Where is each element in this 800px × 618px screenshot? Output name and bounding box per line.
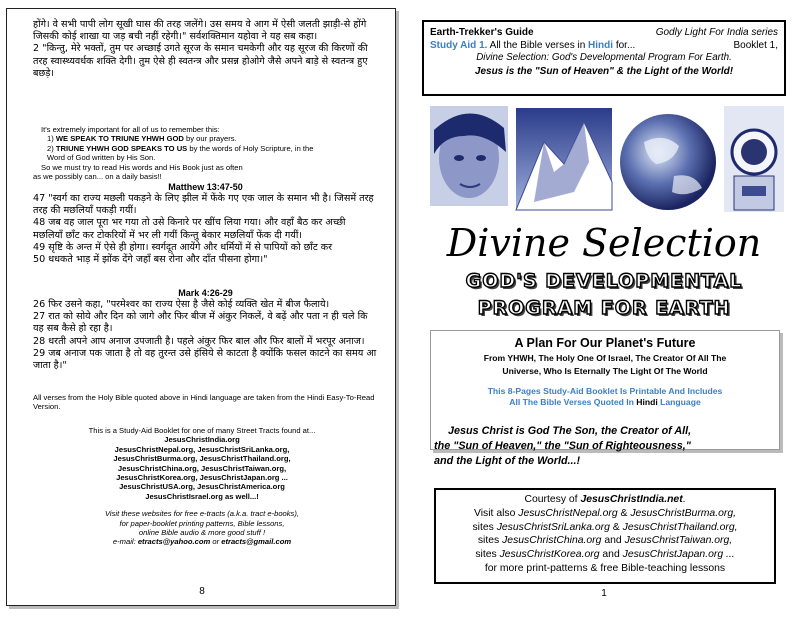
courtesy-box xyxy=(434,488,776,584)
courtesy-line: Visit also JesusChristNepal.org & JesusChristBurma.org, xyxy=(473,507,737,519)
site-link[interactable]: JesusChristKorea.org xyxy=(499,549,600,561)
site-link[interactable]: JesusChristIndia.net xyxy=(580,494,683,505)
important-line: as we possibly can... on a daily basis!! xyxy=(33,172,162,182)
photo-collage xyxy=(424,102,786,220)
verse: 27 रात को सोये और दिन को जागे और फिर बीज में अंकुर निकलें, वे बढ़ें और पता न ही चले कि यह सब कैसे हो रहा है। xyxy=(33,311,368,335)
site-line[interactable]: JesusChristNepal.org, JesusChristSriLanka.org, xyxy=(114,444,290,454)
plan-heading: A Plan For Our Planet's Future xyxy=(514,336,696,350)
verse: 48 जब वह जाल पूरा भर गया तो उसे किनारे पर खींच लिया गया। और वहाँ बैठ कर अच्छी मछलियाँ छाँट कर टोकरियों में भर ली गयीं किन्तु बेकार मछलियाँ फेंक दी गयीं। xyxy=(33,217,346,241)
site-line[interactable]: JesusChristKorea.org, JesusChristJapan.org ... xyxy=(116,473,288,483)
hindi-paragraph: होंगे। वे सभी पापी लोग सूखी घास की तरह जलेंगे। उस समय वे आग में ऐसी जलती झाड़ी-से होंगे जिसकी कोई शाखा या जड़ बची नहीं रहेगी।" सर्वशक्तिमान यहोवा ने यह सब कहा। xyxy=(33,19,367,43)
header-row xyxy=(430,26,778,39)
site-line[interactable]: JesusChristIndia.org xyxy=(164,435,240,445)
scripture-reference: Mark 4:26-29 xyxy=(178,288,233,298)
booklet-title: Divine Selection xyxy=(446,221,762,265)
hindi-paragraph: 2 "किन्तु, मेरे भक्तों, तुम पर अच्छाई उगते सूरज के समान चमकेगी और यह सूरज की किरणों की तरह स्वास्थ्यवर्धक शक्ति देगी। तुम ऐसे ही स्वतन्त्र और प्रसन्न होओगे जैसे अपने बाड़े से स्वतन्त्र हुए बछड़े। xyxy=(33,43,368,79)
translation-footnote: All verses from the Holy Bible quoted above in Hindi language are taken from the Hindi Easy-To-Read Version. xyxy=(33,393,375,412)
visit-line: for paper-booklet printing patterns, Bible lessons, xyxy=(119,518,285,528)
email-link[interactable]: etracts@gmail.com xyxy=(221,537,292,547)
study-aid-label: Study Aid 1. xyxy=(430,40,488,51)
booklet-subtitle: GOD'S DEVELOPMENTAL PROGRAM FOR EARTH xyxy=(465,270,743,319)
site-link[interactable]: JesusChristChina.org xyxy=(502,535,602,547)
scripture-reference: Matthew 13:47-50 xyxy=(168,182,243,192)
important-line: So we must try to read His words and His Book just as often xyxy=(41,162,243,172)
site-link[interactable]: JesusChristTaiwan.org, xyxy=(624,535,733,547)
verse: 47 "स्वर्ग का राज्य मछली पकड़ने के लिए झील में फेंके गए एक जाल के समान भी है। जिसमें तरह तरह की मछलियाँ पकड़ी गयीं। xyxy=(33,193,374,217)
series-name: Godly Light For India series xyxy=(655,27,778,38)
site-line[interactable]: JesusChristIsrael.org as well...! xyxy=(145,491,259,501)
child-face-photo xyxy=(430,106,508,206)
verse: 49 सृष्टि के अन्त में ऐसे ही होगा। स्वर्गदूत आयेंगे और धर्मियों में से पापियों को छाँट कर xyxy=(33,241,332,253)
jesus-line: Jesus is the "Sun of Heaven" & the Light of the World! xyxy=(474,65,734,77)
site-link[interactable]: JesusChristNepal.org xyxy=(518,507,618,519)
hindi-intro xyxy=(33,19,378,80)
verse: 29 जब अनाज पक जाता है तो वह तुरन्त उसे हंसिये से काटता है क्योंकि फसल काटने का समय आ जाता है।" xyxy=(33,347,377,372)
email-line: e-mail: etracts@yahoo.com or etracts@gmail.com xyxy=(112,537,292,547)
site-link[interactable]: JesusChristSriLanka.org xyxy=(496,521,610,533)
verse: 28 धरती अपने आप अनाज उपजाती है। पहले अंकुर फिर बाल और फिर बालों में भरपूर अनाज। xyxy=(33,335,365,347)
plan-subheading: From YHWH, The Holy One Of Israel, The Creator Of All The xyxy=(483,353,727,363)
printable-note: This 8-Pages Study-Aid Booklet Is Printable And Includes xyxy=(487,386,723,396)
earth-photo xyxy=(620,102,716,220)
courtesy-line: for more print-patterns & free Bible-teaching lessons xyxy=(484,562,726,574)
study-intro: This is a Study-Aid Booklet for one of many Street Tracts found at... xyxy=(88,426,316,435)
jesus-statement: Jesus Christ is God The Son, the Creator of All, the "Sun of Heaven," the "Sun of Righteousness," and the Light of the World...! xyxy=(434,425,692,467)
email-link[interactable]: etracts@yahoo.com xyxy=(137,537,211,547)
visit-line: online Bible audio & more good stuff ! xyxy=(138,528,266,538)
plan-subheading: Universe, Who Is Eternally The Light Of The World xyxy=(502,366,708,376)
important-line: It's extremely important for all of us to remember this: xyxy=(41,125,220,134)
page-number: 8 xyxy=(199,586,205,597)
matthew-passage xyxy=(33,182,378,266)
left-page xyxy=(6,8,396,606)
guide-title: Earth-Trekker's Guide xyxy=(430,27,534,38)
courtesy-line: sites JesusChristSriLanka.org & JesusChristThailand.org, xyxy=(472,521,738,533)
mountain-photo xyxy=(516,108,612,210)
visit-line: Visit these websites for free e-tracts (a.k.a. tract e-books), xyxy=(105,509,299,519)
booklet-label: Booklet 1, xyxy=(733,40,778,51)
important-note xyxy=(33,125,333,181)
courtesy-line: sites JesusChristChina.org and JesusChristTaiwan.org, xyxy=(477,535,733,547)
right-page xyxy=(414,8,794,606)
important-point-2: 2) TRIUNE YHWH GOD SPEAKS TO US by the words of Holy Scripture, in the Word of God written by His Son. xyxy=(47,143,314,163)
study-aid-info xyxy=(47,426,357,547)
important-point-1: 1) WE SPEAK TO TRIUNE YHWH GOD by our prayers. xyxy=(47,134,237,144)
verse: 50 धधकते भाड़ में झोंक देंगे जहाँ बस रोना और दाँत पीसना होगा।" xyxy=(33,254,268,266)
site-line[interactable]: JesusChristBurma.org, JesusChristThailand.org, xyxy=(113,454,291,464)
site-link[interactable]: JesusChristBurma.org, xyxy=(630,507,737,519)
courtesy-line: sites JesusChristKorea.org and JesusChristJapan.org ... xyxy=(475,549,735,561)
divine-line: Divine Selection: God's Developmental Program For Earth. xyxy=(476,52,732,63)
site-line[interactable]: JesusChristChina.org, JesusChristTaiwan.org, xyxy=(117,463,287,473)
mark-passage xyxy=(33,288,378,372)
courtesy-line: Courtesy of JesusChristIndia.net. xyxy=(524,494,686,505)
page-number: 1 xyxy=(601,588,607,599)
printable-note: All The Bible Verses Quoted In Hindi Language xyxy=(509,397,701,407)
site-link[interactable]: JesusChristJapan.org ... xyxy=(622,549,735,561)
site-line[interactable]: JesusChristUSA.org, JesusChristAmerica.org xyxy=(119,482,285,492)
header-box xyxy=(422,20,786,96)
verse: 26 फिर उसने कहा, "परमेश्वर का राज्य ऐसा है जैसे कोई व्यक्ति खेत में बीज फैलाये। xyxy=(33,299,330,310)
astronaut-photo xyxy=(724,106,784,212)
site-link[interactable]: JesusChristThailand.org, xyxy=(622,521,738,533)
header-row: Study Aid 1. All the Bible verses in Hindi for... Booklet 1, xyxy=(430,40,778,51)
